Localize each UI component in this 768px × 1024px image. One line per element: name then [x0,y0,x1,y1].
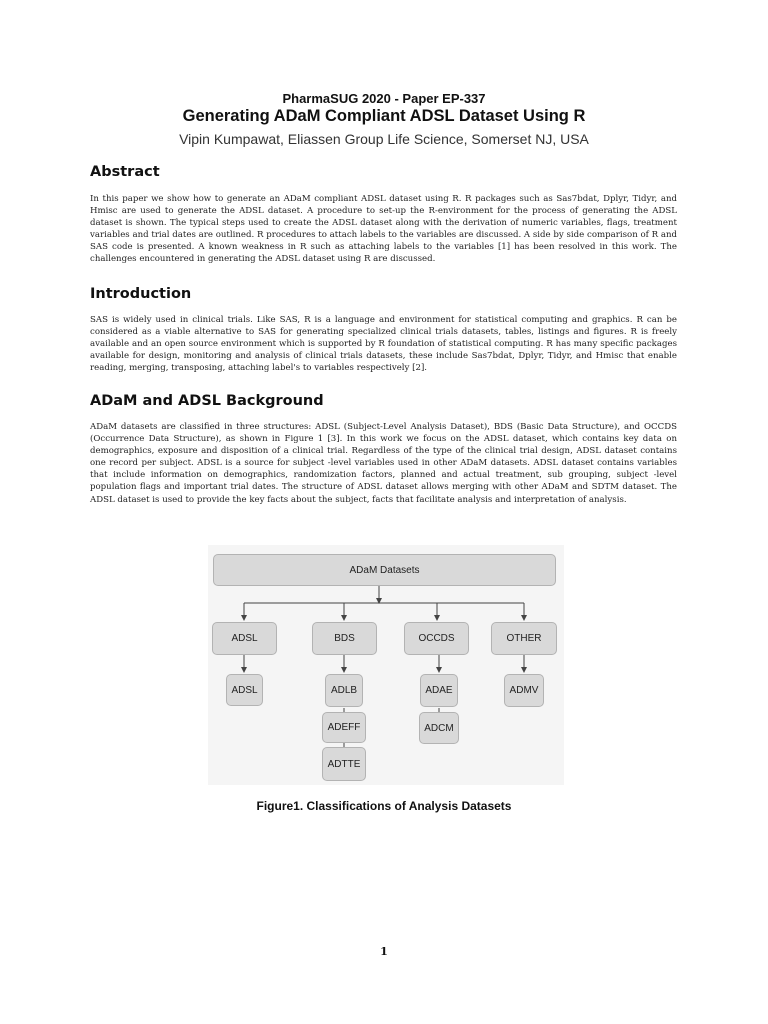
background-paragraph: ADaM datasets are classified in three structures: ADSL (Subject-Level Analysis Dataset), BDS (Basic Data Structure), and OCCDS (Occurrence Data Structure), as shown in Figure 1 [3]. In this work we focus on the ADSL dataset, which contains key data on demographics, exposure and disposition of a clinical trial. Regardless of the type of the clinical trial design, ADSL dataset contains one record per subject. ADSL is a source for subject -level variables used in other ADaM datasets. ADSL dataset contains variables that include information on demographics, randomization factors, planned and actual treatment, sub grouping, subject -level population flags and important trial dates. The structure of ADSL dataset allows merging with other ADaM and SDTM dataset. The ADSL dataset is used to provide the key facts about the subject, facts that facilitate analysis and interpretation of analysis. [90,422,677,505]
background-heading: ADaM and ADSL Background [90,393,324,409]
author-line: Vipin Kumpawat, Eliassen Group Life Science, Somerset NJ, USA [179,131,589,147]
abstract-heading: Abstract [90,164,160,180]
dataset-box-adsl: ADSL [226,674,263,706]
root-box-adam-datasets: ADaM Datasets [213,554,556,586]
page-number: 1 [380,945,388,958]
dataset-box-adlb: ADLB [325,674,363,707]
paper-title: Generating ADaM Compliant ADSL Dataset Using R [182,107,586,125]
abstract-paragraph: In this paper we show how to generate an ADaM compliant ADSL dataset using R. R packages such as Sas7bdat, Dplyr, Tidyr, and Hmisc are used to generate the ADSL dataset. A procedure to set-up the R-environment for the process of generating the ADSL dataset is shown. The typical steps used to create the ADSL dataset along with the derivation of numeric variables, flags, treatment variables and trial dates are outlined. R procedures to attach labels to the variables are discussed. A side by side comparison of R and SAS code is presented. A known weakness in R such as attaching labels to the variables [1] has been resolved in this work. The challenges encountered in generating the ADSL dataset using R are discussed. [90,194,677,265]
adam-classification-figure [208,545,564,785]
dataset-box-adcm: ADCM [419,712,459,744]
category-box-adsl: ADSL [212,622,277,655]
dataset-box-adtte: ADTTE [322,747,366,781]
figure-caption: Figure1. Classifications of Analysis Datasets [256,799,512,813]
introduction-heading: Introduction [90,286,192,302]
category-box-occds: OCCDS [404,622,469,655]
introduction-paragraph: SAS is widely used in clinical trials. Like SAS, R is a language and environment for statistical computing and graphics. R can be considered as a viable alternative to SAS for generating specialized clinical trials datasets, tables, listings and figures. R is freely available and an open source environment which is supported by R foundation of statistical computing. R has many specific packages available for design, monitoring and analysis of clinical trials datasets, these include Sas7bdat, Dplyr, Tidyr, and Hmisc that enable reading, merging, transposing, attaching label's to variables respectively [2]. [90,315,677,374]
dataset-box-adae: ADAE [420,674,458,707]
category-box-other: OTHER [491,622,557,655]
dataset-box-admv: ADMV [504,674,544,707]
category-box-bds: BDS [312,622,377,655]
dataset-box-adeff: ADEFF [322,712,366,743]
conference-line: PharmaSUG 2020 - Paper EP-337 [282,91,486,106]
